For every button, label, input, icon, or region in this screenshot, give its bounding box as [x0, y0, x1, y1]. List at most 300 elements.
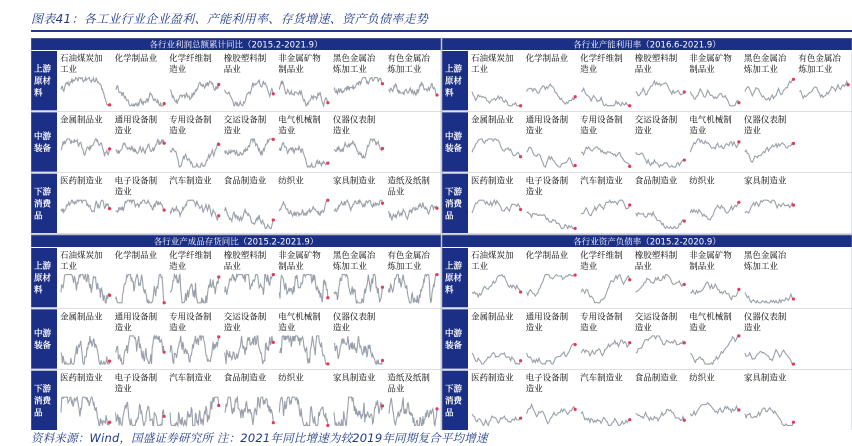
- series-line: [745, 292, 794, 303]
- series-endpoint: [108, 294, 111, 297]
- source-note: 资料来源：Wind，国盛证券研究所 注：2021年同比增速为较2019年同期复合平均增速: [31, 431, 488, 445]
- industry-label: 造业: [743, 126, 761, 137]
- series-endpoint: [519, 290, 522, 293]
- series-endpoint: [737, 201, 740, 204]
- series-line: [334, 200, 383, 211]
- group-label: 下游: [34, 384, 52, 395]
- series-endpoint: [628, 278, 631, 281]
- series-endpoint: [628, 104, 631, 107]
- group-label: 装备: [445, 341, 463, 351]
- series-line: [388, 275, 437, 303]
- industry-label: 电子设备制: [525, 176, 569, 187]
- series-line: [334, 397, 383, 425]
- series-line: [527, 147, 576, 167]
- group-label: 消费: [34, 199, 52, 210]
- industry-label: 纺织业: [689, 176, 715, 187]
- industry-label: 制品业: [278, 262, 304, 272]
- industry-label: 金属制品业: [60, 115, 103, 126]
- series-endpoint: [792, 142, 795, 145]
- industry-label: 品业: [634, 65, 652, 75]
- series-endpoint: [381, 286, 384, 289]
- series-line: [116, 275, 165, 303]
- series-line: [581, 200, 630, 215]
- series-line: [279, 81, 328, 106]
- industry-label: 工业: [60, 65, 78, 75]
- series-endpoint: [628, 165, 631, 168]
- industry-label: 造业: [525, 323, 543, 334]
- industry-label: 金属制品业: [471, 312, 514, 323]
- series-line: [388, 82, 437, 96]
- group-label: 料: [34, 285, 43, 296]
- industry-label: 专用设备制: [580, 115, 623, 126]
- industry-label: 造业: [169, 65, 187, 75]
- industry-label: 非金属矿物: [278, 54, 321, 64]
- industry-label: 电气机械制: [278, 115, 321, 126]
- panel-title: 各行业利润总额累计同比（2015.2-2021.9）: [149, 40, 323, 51]
- industry-label: 品业: [634, 262, 652, 272]
- series-endpoint: [326, 199, 329, 202]
- series-endpoint: [381, 147, 384, 150]
- series-line: [388, 398, 437, 426]
- series-line: [527, 275, 576, 296]
- chart-panel-1: [31, 38, 441, 234]
- industry-label: 造业: [525, 126, 543, 137]
- group-label: 下游: [445, 384, 463, 395]
- group-label: 上游: [34, 64, 52, 75]
- industry-label: 造业: [278, 323, 296, 334]
- industry-label: 造业: [332, 126, 350, 137]
- group-label: 品: [445, 408, 454, 419]
- chart-grid: [31, 38, 852, 430]
- title-rule: [31, 30, 852, 32]
- series-line: [61, 275, 110, 303]
- industry-label: 食品制造业: [223, 373, 267, 384]
- industry-label: 橡胶塑料制: [223, 54, 267, 64]
- series-line: [472, 414, 521, 426]
- series-line: [170, 275, 219, 303]
- industry-label: 造业: [525, 187, 543, 198]
- industry-label: 化学纤维制: [169, 251, 212, 261]
- industry-label: 造业: [223, 323, 241, 334]
- series-endpoint: [326, 362, 329, 365]
- industry-label: 有色金属冶: [798, 54, 841, 64]
- series-line: [527, 344, 576, 365]
- group-label: 装备: [34, 144, 52, 154]
- industry-label: 橡胶塑料制: [223, 251, 267, 261]
- series-endpoint: [683, 341, 686, 344]
- industry-label: 专用设备制: [169, 312, 212, 323]
- industry-label: 汽车制造业: [169, 176, 212, 187]
- industry-label: 通用设备制: [114, 312, 158, 323]
- group-label: 消费: [445, 199, 463, 210]
- series-line: [636, 275, 685, 293]
- industry-label: 通用设备制: [525, 312, 569, 323]
- industry-label: 造业: [169, 262, 187, 272]
- industry-label: 造业: [332, 323, 350, 334]
- industry-label: 电气机械制: [278, 312, 321, 323]
- group-label: 上游: [445, 64, 463, 75]
- industry-label: 化学纤维制: [169, 54, 212, 64]
- industry-label: 交运设备制: [634, 312, 678, 323]
- series-line: [61, 139, 110, 156]
- group-label: 中游: [34, 329, 52, 339]
- series-endpoint: [737, 101, 740, 104]
- industry-label: 造业: [114, 323, 132, 334]
- series-line: [334, 78, 383, 94]
- chart-panel-3: [31, 235, 441, 430]
- series-endpoint: [737, 140, 740, 143]
- series-endpoint: [519, 155, 522, 158]
- series-line: [745, 350, 794, 365]
- series-endpoint: [381, 404, 384, 407]
- series-endpoint: [108, 359, 111, 362]
- series-endpoint: [163, 415, 166, 418]
- industry-label: 家具制造业: [332, 373, 376, 384]
- series-endpoint: [574, 227, 577, 230]
- industry-label: 造业: [114, 384, 132, 395]
- group-label: 装备: [34, 341, 52, 351]
- industry-label: 石油煤炭加: [60, 54, 103, 64]
- series-line: [745, 408, 794, 426]
- industry-label: 化学纤维制: [580, 54, 623, 64]
- series-endpoint: [519, 208, 522, 211]
- industry-label: 化学制品业: [525, 54, 569, 64]
- industry-label: 造业: [278, 126, 296, 137]
- series-line: [745, 79, 794, 100]
- industry-label: 炼加工业: [743, 65, 778, 75]
- series-endpoint: [163, 142, 166, 145]
- industry-label: 仪器仪表制: [743, 115, 787, 126]
- series-line: [170, 81, 219, 104]
- series-line: [170, 200, 219, 220]
- industry-label: 汽车制造业: [169, 373, 212, 384]
- series-endpoint: [272, 341, 275, 344]
- series-endpoint: [683, 419, 686, 422]
- series-line: [527, 212, 576, 228]
- series-endpoint: [435, 273, 438, 276]
- group-label: 中游: [445, 329, 463, 339]
- series-endpoint: [217, 143, 220, 146]
- series-line: [472, 139, 521, 157]
- series-endpoint: [683, 219, 686, 222]
- industry-label: 造业: [580, 262, 598, 272]
- series-line: [61, 200, 110, 212]
- industry-label: 造业: [169, 126, 187, 137]
- industry-label: 品业: [223, 262, 241, 272]
- series-endpoint: [628, 203, 631, 206]
- industry-label: 造纸及纸制: [387, 373, 430, 384]
- group-label: 料: [34, 88, 43, 99]
- series-endpoint: [737, 334, 740, 337]
- series-endpoint: [628, 341, 631, 344]
- series-line: [472, 200, 521, 213]
- industry-label: 医药制造业: [471, 176, 514, 187]
- industry-label: 专用设备制: [169, 115, 212, 126]
- industry-label: 造业: [634, 126, 652, 137]
- industry-label: 石油煤炭加: [471, 251, 514, 261]
- series-endpoint: [435, 93, 438, 96]
- industry-label: 交运设备制: [223, 115, 267, 126]
- series-endpoint: [435, 407, 438, 410]
- industry-label: 工业: [471, 262, 489, 272]
- industry-label: 医药制造业: [60, 373, 103, 384]
- group-label: 上游: [445, 261, 463, 272]
- series-endpoint: [326, 101, 329, 104]
- series-line: [116, 402, 165, 426]
- series-line: [225, 80, 274, 106]
- series-line: [116, 336, 165, 364]
- series-endpoint: [163, 351, 166, 354]
- series-line: [388, 203, 437, 221]
- series-line: [690, 282, 739, 300]
- series-endpoint: [108, 147, 111, 150]
- industry-label: 造业: [580, 65, 598, 75]
- series-line: [527, 405, 576, 424]
- industry-label: 炼加工业: [332, 262, 367, 272]
- industry-label: 电子设备制: [525, 373, 569, 384]
- series-line: [690, 403, 739, 416]
- industry-label: 有色金属冶: [387, 251, 430, 261]
- industry-label: 电子设备制: [114, 373, 158, 384]
- industry-label: 造业: [743, 323, 761, 334]
- group-label: 上游: [34, 261, 52, 272]
- industry-label: 造业: [580, 126, 598, 137]
- industry-label: 工业: [471, 65, 489, 75]
- series-endpoint: [519, 359, 522, 362]
- series-line: [581, 275, 630, 303]
- series-line: [472, 353, 521, 365]
- group-band: [442, 112, 468, 171]
- industry-label: 食品制造业: [634, 373, 678, 384]
- series-endpoint: [519, 104, 522, 107]
- series-line: [334, 336, 383, 364]
- series-line: [61, 78, 110, 106]
- series-endpoint: [163, 209, 166, 212]
- industry-label: 汽车制造业: [580, 373, 623, 384]
- series-line: [581, 412, 630, 425]
- series-endpoint: [272, 138, 275, 141]
- industry-label: 电子设备制: [114, 176, 158, 187]
- series-line: [225, 275, 274, 295]
- group-label: 下游: [34, 187, 52, 198]
- series-endpoint: [108, 207, 111, 210]
- series-line: [225, 336, 274, 364]
- industry-label: 品业: [387, 384, 405, 395]
- series-line: [116, 200, 165, 212]
- industry-label: 造业: [689, 126, 707, 137]
- group-label: 中游: [34, 132, 52, 142]
- series-line: [472, 92, 521, 106]
- series-endpoint: [737, 288, 740, 291]
- industry-label: 制品业: [689, 65, 715, 75]
- series-endpoint: [272, 218, 275, 221]
- industry-label: 仪器仪表制: [743, 312, 787, 323]
- series-endpoint: [792, 78, 795, 81]
- series-endpoint: [272, 421, 275, 424]
- panel-title: 各行业资产负债率（2015.2-2020.9）: [573, 237, 721, 248]
- series-line: [279, 397, 328, 425]
- panel-title: 各行业产成品存货同比（2015.2-2021.9）: [153, 237, 319, 248]
- series-endpoint: [381, 359, 384, 362]
- series-line: [279, 275, 328, 303]
- series-endpoint: [326, 162, 329, 165]
- industry-label: 化学制品业: [114, 251, 158, 261]
- series-endpoint: [792, 421, 795, 424]
- industry-label: 家具制造业: [332, 176, 376, 187]
- group-band: [31, 112, 57, 171]
- series-line: [334, 275, 383, 303]
- series-line: [636, 409, 685, 420]
- series-endpoint: [217, 83, 220, 86]
- series-line: [170, 336, 219, 363]
- series-endpoint: [272, 92, 275, 95]
- chart-panel-4: [442, 235, 852, 430]
- industry-label: 金属制品业: [60, 312, 103, 323]
- industry-label: 电气机械制: [689, 115, 732, 126]
- industry-label: 黑色金属冶: [332, 251, 376, 261]
- industry-label: 造业: [580, 323, 598, 334]
- industry-label: 炼加工业: [743, 262, 778, 272]
- series-line: [279, 200, 328, 216]
- group-label: 原材: [34, 273, 52, 284]
- series-line: [225, 139, 274, 156]
- industry-label: 黑色金属冶: [332, 54, 376, 64]
- industry-label: 有色金属冶: [387, 54, 430, 64]
- industry-label: 石油煤炭加: [60, 251, 103, 261]
- industry-label: 非金属矿物: [689, 251, 732, 261]
- series-endpoint: [574, 408, 577, 411]
- series-line: [636, 336, 685, 353]
- series-endpoint: [326, 424, 329, 427]
- group-label: 料: [445, 285, 454, 296]
- industry-label: 造业: [169, 323, 187, 334]
- series-endpoint: [628, 418, 631, 421]
- series-line: [527, 84, 576, 104]
- series-endpoint: [846, 83, 849, 86]
- industry-label: 专用设备制: [580, 312, 623, 323]
- industry-label: 造业: [634, 323, 652, 334]
- series-line: [225, 397, 274, 425]
- industry-label: 食品制造业: [634, 176, 678, 187]
- industry-label: 制品业: [278, 65, 304, 75]
- industry-label: 交运设备制: [634, 115, 678, 126]
- chart-panel-2: [442, 38, 852, 234]
- industry-label: 造纸及纸制: [387, 176, 430, 187]
- series-endpoint: [272, 273, 275, 276]
- industry-label: 食品制造业: [223, 176, 267, 187]
- industry-label: 家具制造业: [743, 176, 787, 187]
- series-line: [116, 86, 165, 106]
- series-endpoint: [683, 283, 686, 286]
- series-endpoint: [792, 297, 795, 300]
- industry-label: 非金属矿物: [689, 54, 732, 64]
- industry-label: 造业: [114, 126, 132, 137]
- series-line: [690, 89, 739, 106]
- series-endpoint: [163, 102, 166, 105]
- series-line: [61, 336, 110, 364]
- industry-label: 家具制造业: [743, 373, 787, 384]
- industry-label: 造业: [223, 126, 241, 137]
- series-endpoint: [108, 421, 111, 424]
- series-line: [170, 143, 219, 167]
- industry-label: 医药制造业: [60, 176, 103, 187]
- industry-label: 制品业: [689, 262, 715, 272]
- series-endpoint: [217, 275, 220, 278]
- series-endpoint: [519, 417, 522, 420]
- series-endpoint: [574, 95, 577, 98]
- industry-label: 造业: [525, 384, 543, 395]
- industry-label: 化学纤维制: [580, 251, 623, 261]
- series-line: [279, 336, 328, 364]
- industry-label: 仪器仪表制: [332, 115, 376, 126]
- series-line: [745, 143, 794, 162]
- group-label: 品: [34, 211, 43, 222]
- series-endpoint: [163, 301, 166, 304]
- group-label: 料: [445, 88, 454, 99]
- industry-label: 交运设备制: [223, 312, 267, 323]
- series-line: [690, 139, 739, 152]
- series-endpoint: [574, 164, 577, 167]
- group-band: [442, 309, 468, 368]
- series-line: [61, 397, 110, 425]
- series-line: [581, 88, 630, 105]
- group-label: 消费: [34, 396, 52, 407]
- group-label: 装备: [445, 144, 463, 154]
- series-line: [636, 152, 685, 167]
- series-endpoint: [326, 296, 329, 299]
- industry-label: 仪器仪表制: [332, 312, 376, 323]
- industry-label: 纺织业: [278, 373, 304, 384]
- series-line: [116, 139, 165, 154]
- industry-label: 纺织业: [278, 176, 304, 187]
- industry-label: 工业: [60, 262, 78, 272]
- group-label: 下游: [445, 187, 463, 198]
- industry-label: 石油煤炭加: [471, 54, 514, 64]
- figure-title: 图表41：各工业行业企业盈利、产能利用率、存货增速、资产负债率走势: [31, 12, 429, 26]
- industry-label: 品业: [387, 187, 405, 198]
- industry-label: 医药制造业: [471, 373, 514, 384]
- series-line: [745, 200, 794, 213]
- industry-label: 黑色金属冶: [743, 251, 787, 261]
- group-label: 原材: [34, 76, 52, 87]
- industry-label: 炼加工业: [387, 65, 422, 75]
- industry-label: 黑色金属冶: [743, 54, 787, 64]
- group-label: 品: [34, 408, 43, 419]
- series-line: [170, 397, 219, 425]
- industry-label: 化学制品业: [525, 251, 569, 261]
- series-line: [225, 207, 274, 228]
- group-label: 消费: [445, 396, 463, 407]
- industry-label: 橡胶塑料制: [634, 54, 678, 64]
- series-line: [279, 143, 328, 167]
- series-endpoint: [381, 82, 384, 85]
- series-endpoint: [574, 343, 577, 346]
- industry-label: 炼加工业: [332, 65, 367, 75]
- industry-label: 炼加工业: [387, 262, 422, 272]
- industry-label: 造业: [689, 323, 707, 334]
- group-label: 中游: [445, 132, 463, 142]
- series-line: [799, 81, 848, 98]
- series-line: [636, 212, 685, 228]
- series-endpoint: [217, 214, 220, 217]
- series-line: [334, 139, 383, 158]
- industry-label: 通用设备制: [525, 115, 569, 126]
- series-line: [636, 81, 685, 96]
- series-endpoint: [108, 103, 111, 106]
- group-label: 品: [445, 211, 454, 222]
- series-endpoint: [683, 158, 686, 161]
- series-endpoint: [683, 90, 686, 93]
